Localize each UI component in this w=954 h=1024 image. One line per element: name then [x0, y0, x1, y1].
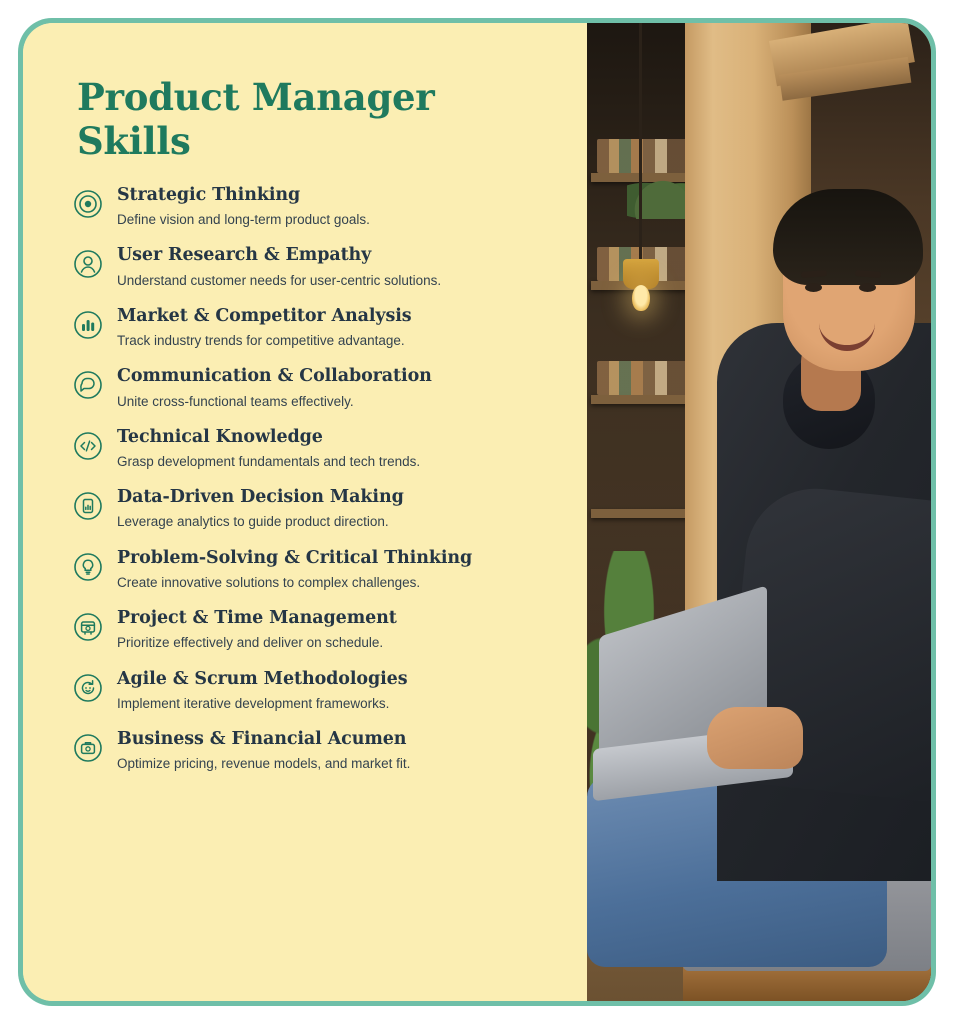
skill-title: Business & Financial Acumen: [117, 728, 407, 749]
list-item: [71, 245, 551, 288]
skill-title: Market & Competitor Analysis: [117, 305, 412, 326]
target-icon: [71, 187, 105, 221]
photo-person-eye: [805, 283, 822, 292]
list-item: [71, 548, 551, 591]
skill-title: Data-Driven Decision Making: [117, 487, 404, 508]
skill-title: Strategic Thinking: [117, 185, 301, 205]
card-inner: [23, 23, 931, 1001]
calendar-clock-icon: [71, 610, 105, 644]
skills-card: [18, 18, 936, 1006]
skill-description: Leverage analytics to guide product direction.: [117, 514, 389, 530]
skill-description: Implement iterative development frameworks.: [117, 695, 390, 711]
skill-title: User Research & Empathy: [117, 245, 372, 266]
user-icon: [71, 247, 105, 281]
skill-title: Agile & Scrum Methodologies: [117, 668, 408, 689]
skill-description: Grasp development fundamentals and tech trends.: [117, 454, 421, 469]
skill-description: Unite cross-functional teams effectively.: [117, 393, 354, 409]
skill-description: Create innovative solutions to complex challenges.: [117, 574, 421, 590]
lightbulb-icon: [71, 550, 105, 584]
skill-title: Project & Time Management: [117, 608, 397, 629]
list-item: [71, 729, 551, 772]
refresh-cycle-icon: [71, 671, 105, 705]
data-document-icon: [71, 489, 105, 523]
briefcase-chart-icon: [71, 731, 105, 765]
skill-description: Optimize pricing, revenue models, and market fit.: [117, 756, 411, 772]
photo-shelf-objects: [597, 139, 697, 173]
skills-panel: [23, 23, 587, 1001]
list-item: [71, 608, 551, 651]
list-item: [71, 669, 551, 712]
skill-title: Technical Knowledge: [117, 426, 323, 447]
skill-description: Track industry trends for competitive advantage.: [117, 333, 405, 349]
skill-description: Define vision and long-term product goals.: [117, 212, 370, 228]
photo-lamp-cord: [639, 23, 642, 261]
list-item: [71, 185, 551, 228]
skill-list: [71, 185, 551, 772]
list-item: [71, 306, 551, 349]
skill-title: Communication & Collaboration: [117, 366, 432, 387]
photo-shelf-objects: [597, 361, 697, 395]
list-item: [71, 487, 551, 530]
page-title: Product Manager Skills: [77, 75, 435, 163]
photo-lamp-bulb: [632, 285, 650, 311]
photo-person-hair: [773, 189, 923, 285]
photo-person-with-laptop: [587, 23, 931, 1001]
skill-description: Prioritize effectively and deliver on schedule.: [117, 635, 384, 651]
list-item: [71, 366, 551, 409]
list-item: [71, 427, 551, 470]
photo-person-hand: [707, 707, 803, 769]
code-brackets-icon: [71, 429, 105, 463]
skill-title: Problem-Solving & Critical Thinking: [117, 547, 473, 568]
chat-bubble-icon: [71, 368, 105, 402]
photo-person-eye: [859, 283, 876, 292]
skill-description: Understand customer needs for user-centric solutions.: [117, 272, 442, 288]
bar-chart-icon: [71, 308, 105, 342]
